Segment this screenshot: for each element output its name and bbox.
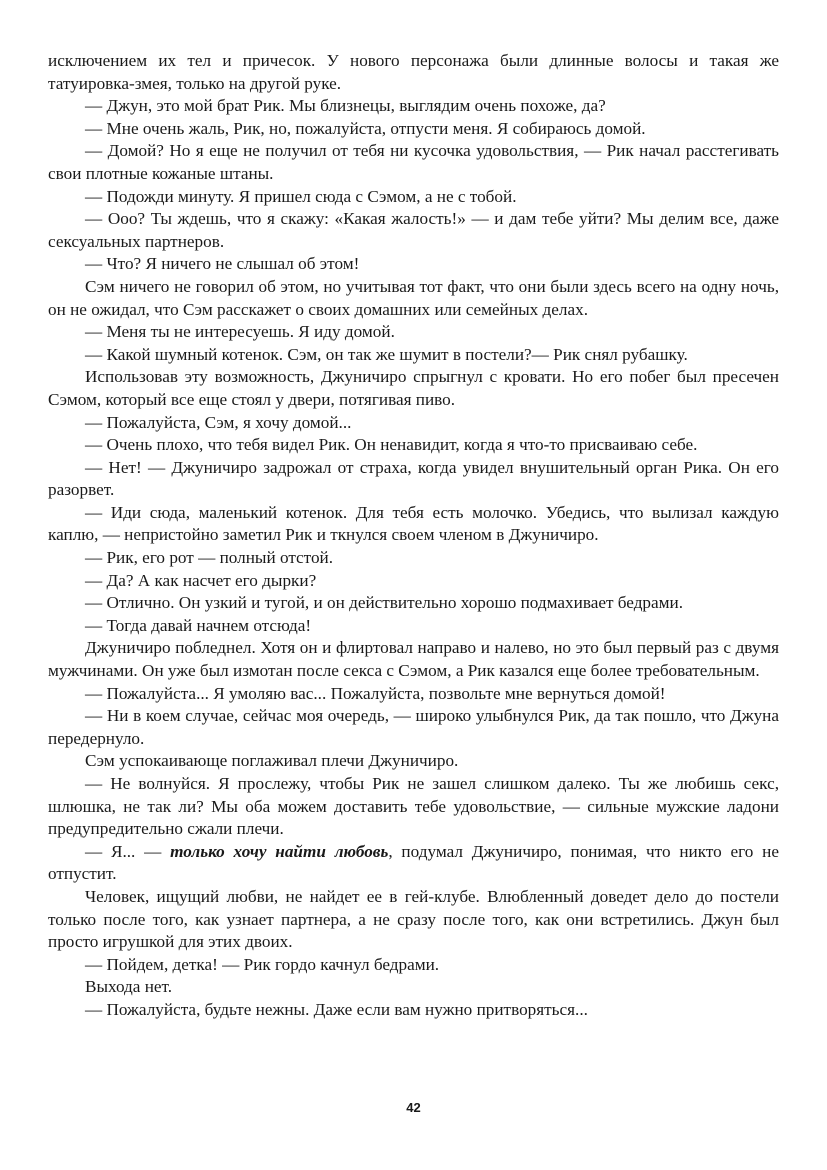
paragraph-thought	[48, 841, 779, 886]
paragraph: — Тогда давай начнем отсюда!	[85, 615, 312, 635]
thought-lead-text: — Я... —	[85, 841, 171, 861]
paragraph: — Очень плохо, что тебя видел Рик. Он ненавидит, когда я что-то присваиваю себе.	[85, 435, 698, 455]
page-number: 42	[406, 1100, 421, 1115]
paragraph: — Нет! — Джуничиро задрожал от страха, когда увидел внушительный орган Рика. Он его разорвет.	[48, 457, 779, 500]
paragraph: — Отлично. Он узкий и тугой, и он действительно хорошо подмахивает бедрами.	[85, 593, 684, 613]
paragraph-group-closing	[48, 886, 779, 1022]
paragraph: — Пожалуйста, будьте нежны. Даже если вам нужно притворяться...	[85, 999, 588, 1019]
paragraph: — Меня ты не интересуешь. Я иду домой.	[85, 322, 395, 342]
paragraph: — Подожди минуту. Я пришел сюда с Сэмом, а не с тобой.	[85, 186, 517, 206]
paragraph: Использовав эту возможность, Джуничиро спрыгнул с кровати. Но его побег был пресечен Сэмом, который все еще стоял у двери, потягивая пиво.	[48, 367, 779, 409]
paragraph: — Какой шумный котенок. Сэм, он так же шумит в постели?— Рик снял рубашку.	[85, 344, 688, 364]
paragraph: — Мне очень жаль, Рик, но, пожалуйста, отпусти меня. Я собираюсь домой.	[85, 118, 646, 138]
paragraph: — Пожалуйста, Сэм, я хочу домой...	[85, 412, 352, 432]
paragraph: — Ооо? Ты ждешь, что я скажу: «Какая жалость!» — и дам тебе уйти? Мы делим все, даже сексуальных партнеров.	[48, 209, 779, 251]
paragraph: исключением их тел и причесок. У нового персонажа были длинные волосы и такая же татуировка-змея, только на другой руке.	[48, 51, 779, 93]
paragraph: — Пожалуйста... Я умоляю вас... Пожалуйста, позвольте мне вернуться домой!	[85, 683, 666, 703]
page-body	[48, 50, 779, 1022]
paragraph: Джуничиро побледнел. Хотя он и флиртовал направо и налево, но это был первый раз с двумя мужчинами. Он уже был измотан после секса с Сэмом, а Рик казался еще более требовательным.	[48, 638, 779, 681]
paragraph: — Джун, это мой брат Рик. Мы близнецы, выглядим очень похоже, да?	[85, 96, 606, 116]
paragraph: — Ни в коем случае, сейчас моя очередь, — широко улыбнулся Рик, да так пошло, что Джуна передернуло.	[48, 706, 779, 748]
paragraph: — Да? А как насчет его дырки?	[85, 570, 317, 590]
paragraph: — Не волнуйся. Я прослежу, чтобы Рик не зашел слишком далеко. Ты же любишь секс, шлюшка, не так ли? Мы оба можем доставить тебе удовольствие, — сильные мужские ладони предупредительно сжали плечи.	[48, 774, 779, 839]
paragraph: — Пойдем, детка! — Рик гордо качнул бедрами.	[85, 954, 440, 974]
thought-tail-text: , подумал Джуничиро, понимая, что никто его не отпустит.	[48, 841, 779, 884]
paragraph: — Что? Я ничего не слышал об этом!	[85, 254, 360, 274]
paragraph: Сэм успокаивающе поглаживал плечи Джуничиро.	[85, 751, 459, 771]
paragraph: — Домой? Но я еще не получил от тебя ни кусочка удовольствия, — Рик начал расстегивать свои плотные кожаные штаны.	[48, 141, 779, 183]
paragraph-group-main	[48, 50, 779, 841]
thought-emphasis-text: только хочу найти любовь	[170, 841, 389, 861]
paragraph: Человек, ищущий любви, не найдет ее в гей-клубе. Влюбленный доведет дело до постели только после того, как узнает партнера, а не сразу после того, как они встретились. Джун был просто игрушкой для этих двоих.	[48, 886, 779, 952]
paragraph: Сэм ничего не говорил об этом, но учитывая тот факт, что они были здесь всего на одну ночь, он не ожидал, что Сэм расскажет о своих домашних или семейных делах.	[48, 276, 779, 319]
paragraph: — Рик, его рот — полный отстой.	[85, 548, 334, 568]
paragraph: — Иди сюда, маленький котенок. Для тебя есть молочко. Убедись, что вылизал каждую каплю, — непристойно заметил Рик и ткнулся своем членом в Джуничиро.	[48, 502, 779, 545]
paragraph: Выхода нет.	[85, 977, 173, 997]
